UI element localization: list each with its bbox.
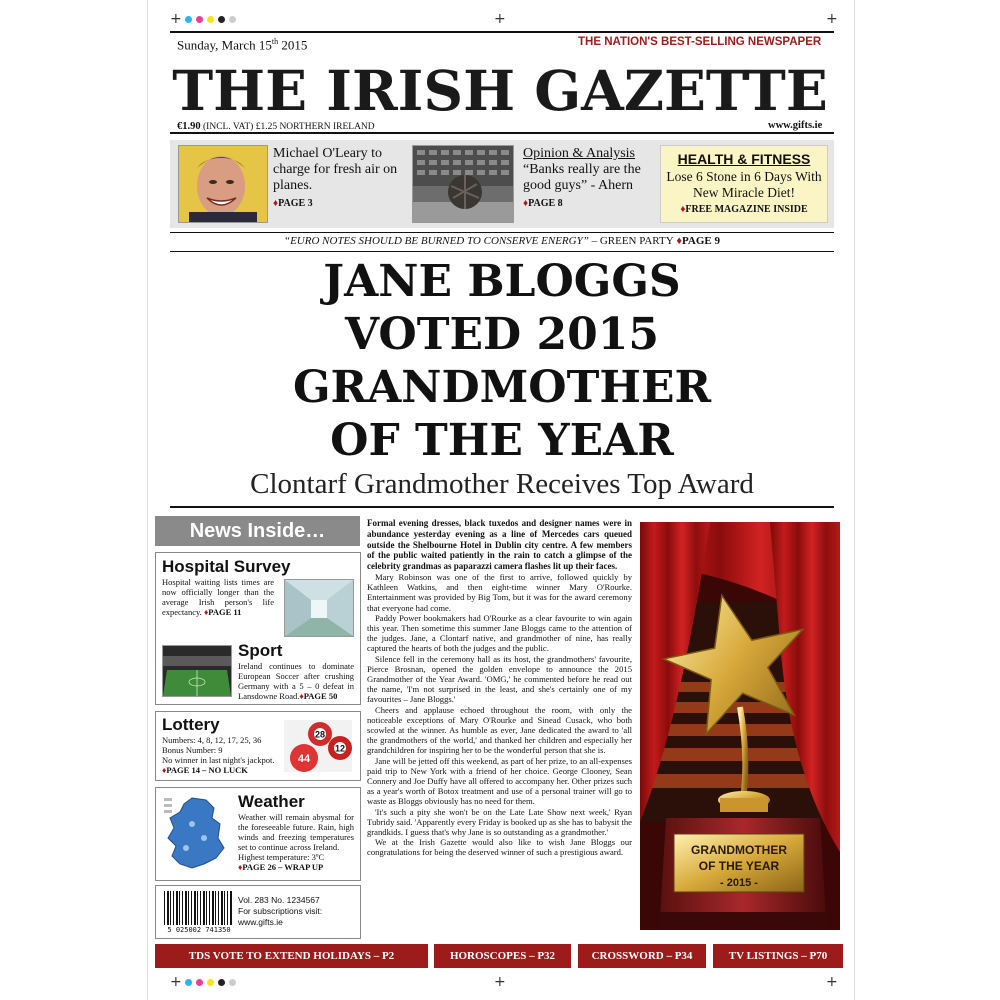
diamond-icon: ♦ xyxy=(676,235,683,247)
masthead-title: THE IRISH GAZETTE xyxy=(172,58,828,123)
trophy-plaque-line1: GRANDMOTHER xyxy=(691,843,787,857)
news-inside-header: News Inside… xyxy=(155,516,360,546)
teaser-health[interactable]: HEALTH & FITNESS Lose 6 Stone in 6 Days With New Miracle Diet! ♦FREE MAGAZINE INSIDE xyxy=(660,145,828,223)
barcode-box: 5 025002 741350 Vol. 283 No. 1234567 For subscriptions visit: www.gifts.ie xyxy=(155,885,361,939)
website-link[interactable]: www.gifts.ie xyxy=(768,120,823,131)
registration-mark: + xyxy=(826,11,838,27)
diamond-icon: ♦ xyxy=(203,607,209,617)
masthead-rule xyxy=(170,132,834,134)
trophy-photo xyxy=(640,522,840,930)
diamond-icon: ♦ xyxy=(523,198,529,209)
color-swatches xyxy=(185,979,236,986)
stadium-photo xyxy=(162,645,232,697)
footer-link-tv-listings[interactable]: TV LISTINGS – P70 xyxy=(713,944,843,968)
ball-number: 28 xyxy=(314,729,326,740)
diamond-icon: ♦ xyxy=(273,198,279,209)
main-article: Formal evening dresses, black tuxedos and designer names were in abundance yesterday evening as a line of Mercedes cars queued outside the Shelbourne Hotel in Dublin city centre. A few members of the public waited patiently in the rain to catch a glimpse of the celebrity grandmas as paparazzi camera flashes lit up their faces. Mary Robinson was one of the first to arrive, followed quickly by Kathleen Watkins, and then eight-time winner Mary O'Rourke. Entertainment was provided by Big Tom, but it was for the award ceremony that everyone had come. Paddy Power bookmakers had O'Rourke as a clear favourite to win again this year. Then sometime this summer Jane Bloggs came to the attention of the judges. Jane, a Clontarf native, and grandmother of nine, has really captured the hearts of both the judges and the public. Silence fell in the ceremony hall as its host, the grandmothers' favourite, Pierce Brosnan, opened the golden envelope to announce the 2015 Grandmother of the Year Award. 'OMG,' he commented before he read out the name, 'I'm not surprised in the least, and she's certainly one of my favourites – Jane Bloggs.' Cheers and applause echoed throughout the room, with only the noticeable exceptions of Mary O'Rourke and Sinead Cusack, who both scowled at the winner. As humble as ever, Jane dedicated the award to 'all the grandmothers of the world,' and thanked her children and especially her grandchildren for inspiring her to be the wonderful person that she is. Jane will be jetted off this weekend, as part of her prize, to an all-expenses paid trip to New York with a friend of her choice. George Clooney, Sean Connery and Joe Duffy have all offered to accompany her. Other prizes such as a year's worth of Botox treatment and use of a personal trainer will go to waste as Bloggs obviously has no need for them. 'It's such a pity she won't be on the Late Late Show next week,' Ryan Tubridy said. 'Apparently every Friday is booked up as she has to babysit the grandkids. I guess that's why Jane is so outstanding as a grandmother.' We at the Irish Gazette would also like to wish Jane Bloggs our congratulations for being the deserved winner of such a prestigious award. xyxy=(367,518,632,858)
quote-line: “EURO NOTES SHOULD BE BURNED TO CONSERVE ENERGY” – GREEN PARTY ♦PAGE 9 xyxy=(283,235,721,247)
registration-mark: + xyxy=(170,11,182,27)
footer-link-crossword[interactable]: CROSSWORD – P34 xyxy=(578,944,706,968)
footer-link-holidays[interactable]: TDS VOTE TO EXTEND HOLIDAYS – P2 xyxy=(155,944,428,968)
quote-rule-bottom xyxy=(170,251,834,252)
trophy-plaque-line2: OF THE YEAR xyxy=(698,859,780,873)
subheadline: Clontarf Grandmother Receives Top Award xyxy=(250,468,754,500)
ball-number: 44 xyxy=(297,753,311,765)
tagline: THE NATION'S BEST-SELLING NEWSPAPER xyxy=(578,36,822,48)
top-rule xyxy=(170,31,834,33)
news-box-weather[interactable]: Weather Weather will remain abysmal for the foreseeable future. Rain, high winds and freezing temperatures set to continue across Ireland. Highest temperature: 3ºC ♦PAGE 26 – WRAP UP xyxy=(155,787,361,881)
price-line: €1.90 (INCL. VAT) £1.25 NORTHERN IRELAND xyxy=(177,121,375,132)
barcode-image xyxy=(164,891,232,925)
hospital-photo xyxy=(284,579,354,637)
lottery-balls-image xyxy=(284,720,352,772)
color-swatches xyxy=(185,16,236,23)
diamond-icon: ♦ xyxy=(238,862,243,872)
news-box-hospital-sport[interactable]: Hospital Survey Hospital waiting lists times are now officially longer than the average Irish person's life expectancy. ♦PAGE 11 Sport Ireland continues to dominate European Soccer after crushing Germany with a 5 – 0 defeat in Lansdowne Road.♦PAGE 50 xyxy=(155,552,361,705)
bank-photo xyxy=(412,145,514,223)
footer-link-horoscopes[interactable]: HOROSCOPES – P32 xyxy=(434,944,571,968)
registration-mark: + xyxy=(494,974,506,990)
ball-number: 12 xyxy=(334,743,346,754)
diamond-icon: ♦ xyxy=(299,691,304,701)
diamond-icon: ♦ xyxy=(680,204,686,215)
teaser-opinion[interactable]: Opinion & Analysis “Banks really are the good guys” - Ahern ♦PAGE 8 xyxy=(523,146,641,209)
diamond-icon: ♦ xyxy=(162,765,167,775)
trophy-plaque-line3: - 2015 - xyxy=(720,877,758,889)
oleary-photo xyxy=(178,145,268,223)
teaser-oleary[interactable]: Michael O'Leary to charge for fresh air on planes. ♦PAGE 3 xyxy=(273,146,398,209)
registration-mark: + xyxy=(494,11,506,27)
headline-rule xyxy=(170,506,834,508)
teaser-bar xyxy=(170,140,834,228)
registration-mark: + xyxy=(826,974,838,990)
quote-rule-top xyxy=(170,232,834,233)
registration-mark: + xyxy=(170,974,182,990)
issue-date: Sunday, March 15th 2015 xyxy=(177,37,308,53)
ireland-map-icon xyxy=(162,794,232,874)
main-headline: JANE BLOGGS VOTED 2015 GRANDMOTHER OF THE YEAR xyxy=(292,256,712,466)
news-box-lottery[interactable]: Lottery Numbers: 4, 8, 12, 17, 25, 36 Bonus Number: 9 No winner in last night's jackpot. ♦PAGE 14 – NO LUCK 28 12 44 xyxy=(155,711,361,781)
